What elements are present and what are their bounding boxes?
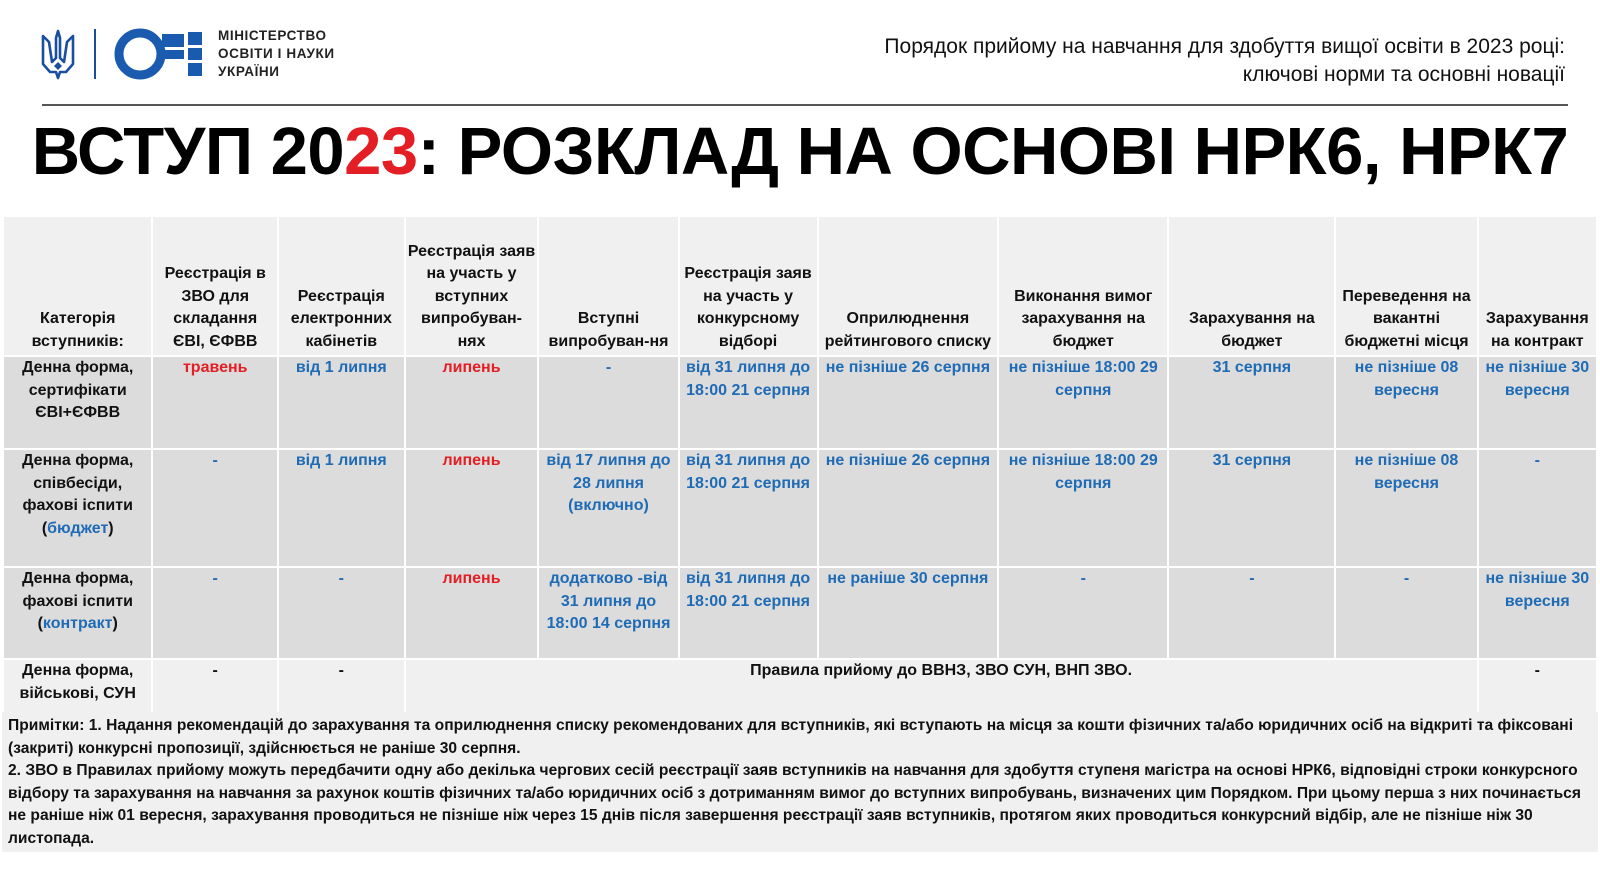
table-cell: - [538, 356, 678, 449]
ministry-name-line: МІНІСТЕРСТВО [218, 28, 327, 43]
column-header: Зарахування на бюджет [1168, 216, 1335, 356]
column-header: Реєстрація заяв на участь у конкурсному відборі [679, 216, 818, 356]
table-cell: - [1478, 659, 1597, 715]
table-cell: не пізніше 30 вересня [1478, 567, 1597, 659]
table-cell: липень [405, 356, 539, 449]
table-cell: не пізніше 08 вересня [1335, 356, 1477, 449]
subtitle-line-2: ключові норми та основні новації [1242, 63, 1565, 86]
category-text: Денна форма, співбесіди, фахові іспити ( [22, 452, 134, 537]
trident-icon [40, 28, 76, 80]
table-cell: 31 серпня [1168, 356, 1335, 449]
ministry-mark-icon [114, 28, 206, 80]
table-cell: не пізніше 18:00 29 серпня [998, 449, 1168, 567]
column-header: Реєстрація заяв на участь у вступних випробуван-нях [405, 216, 539, 356]
category-text: ) [112, 615, 118, 632]
table-cell: - [1168, 567, 1335, 659]
table-cell: липень [405, 567, 539, 659]
column-header: Оприлюднення рейтингового списку [818, 216, 999, 356]
category-cell: Денна форма, сертифікати ЄВІ+ЄФВВ [3, 356, 152, 449]
category-cell: Денна форма, військові, СУН [3, 659, 152, 715]
table-cell: від 31 липня до 18:00 21 серпня [679, 356, 818, 449]
column-header: Виконання вимог зарахування на бюджет [998, 216, 1168, 356]
ministry-name [218, 27, 335, 81]
table-cell: - [998, 567, 1168, 659]
table-cell: від 1 липня [278, 449, 405, 567]
table-cell: додатково -від 31 липня до 18:00 14 серпня [538, 567, 678, 659]
ministry-name-line: ОСВІТИ І НАУКИ [218, 46, 335, 61]
table-cell: не пізніше 26 серпня [818, 449, 999, 567]
table-cell: від 1 липня [278, 356, 405, 449]
subtitle-line-1: Порядок прийому на навчання для здобуття вищої освіти в 2023 році: [884, 35, 1565, 58]
category-contract-link[interactable]: контракт [42, 615, 113, 632]
ministry-logo [40, 26, 335, 82]
table-cell: не пізніше 30 вересня [1478, 356, 1597, 449]
merged-rules-cell: Правила прийому до ВВНЗ, ЗВО СУН, ВНП ЗВО. [405, 659, 1478, 715]
table-cell: липень [405, 449, 539, 567]
column-header: Реєстрація електронних кабінетів [278, 216, 405, 356]
table-cell: не пізніше 18:00 29 серпня [998, 356, 1168, 449]
title-part-1: ВСТУП 20 [31, 114, 345, 189]
table-cell: - [152, 659, 278, 715]
note-1: Примітки: 1. Надання рекомендацій до зарахування та оприлюднення списку рекомендованих для вступників, які вступають на місця за кошти фізичних та/або юридичних осіб на відкриті та фіксовані (закриті) конкурсні пропозиції, здійснюється не раніше 30 серпня. [8, 717, 1574, 757]
note-2: 2. ЗВО в Правилах прийому можуть передбачити одну або декілька чергових сесій реєстрації заяв вступників на навчання для здобуття ступеня магістра на основі НРК6, відповідні строки конкурсного відбору та зарахування на навчання за рахунок коштів фізичних та/або юридичних осіб з дотриманням вимог до вступних випробувань, визначених цим Порядком. При цьому перша з них починається не раніше ніж 01 вересня, зарахування проводиться не пізніше ніж через 15 днів після завершення реєстрації заяв вступників, протягом яких проводиться конкурсний відбір, але не пізніше ніж 30 листопада. [8, 762, 1581, 847]
table-cell: не пізніше 08 вересня [1335, 449, 1477, 567]
column-header: Переведення на вакантні бюджетні місця [1335, 216, 1477, 356]
table-cell: 31 серпня [1168, 449, 1335, 567]
schedule-table [2, 215, 1598, 716]
notes-section [2, 712, 1598, 852]
column-header: Вступні випробуван-ня [538, 216, 678, 356]
column-header: Зарахування на контракт [1478, 216, 1597, 356]
table-row [3, 567, 1597, 659]
title-part-2: : РОЗКЛАД НА ОСНОВІ НРК6, НРК7 [417, 114, 1569, 189]
logo-divider [94, 29, 96, 79]
table-row [3, 449, 1597, 567]
title-year-highlight: 23 [344, 114, 418, 189]
table-cell: - [152, 567, 278, 659]
table-cell: - [152, 449, 278, 567]
table-cell: від 31 липня до 18:00 21 серпня [679, 567, 818, 659]
table-cell: не раніше 30 серпня [818, 567, 999, 659]
page-title [0, 114, 1600, 190]
table-cell: - [1335, 567, 1477, 659]
table-cell: - [278, 659, 405, 715]
category-cell [3, 449, 152, 567]
document-subtitle [884, 33, 1565, 89]
column-header: Реєстрація в ЗВО для складання ЄВІ, ЄФВВ [152, 216, 278, 356]
table-cell: травень [152, 356, 278, 449]
table-cell: від 17 липня до 28 липня (включно) [538, 449, 678, 567]
table-cell: від 31 липня до 18:00 21 серпня [679, 449, 818, 567]
table-cell: не пізніше 26 серпня [818, 356, 999, 449]
category-cell [3, 567, 152, 659]
header-divider [42, 104, 1568, 106]
category-text: ) [108, 519, 114, 537]
table-header-row [3, 216, 1597, 356]
category-text: Денна форма, фахові іспити ( [22, 570, 134, 632]
category-budget-link[interactable]: бюджет [47, 519, 109, 537]
table-row [3, 356, 1597, 449]
table-cell: - [278, 567, 405, 659]
column-header: Категорія вступників: [3, 216, 152, 356]
table-cell: - [1478, 449, 1597, 567]
table-row [3, 659, 1597, 715]
ministry-name-line: УКРАЇНИ [218, 64, 280, 79]
